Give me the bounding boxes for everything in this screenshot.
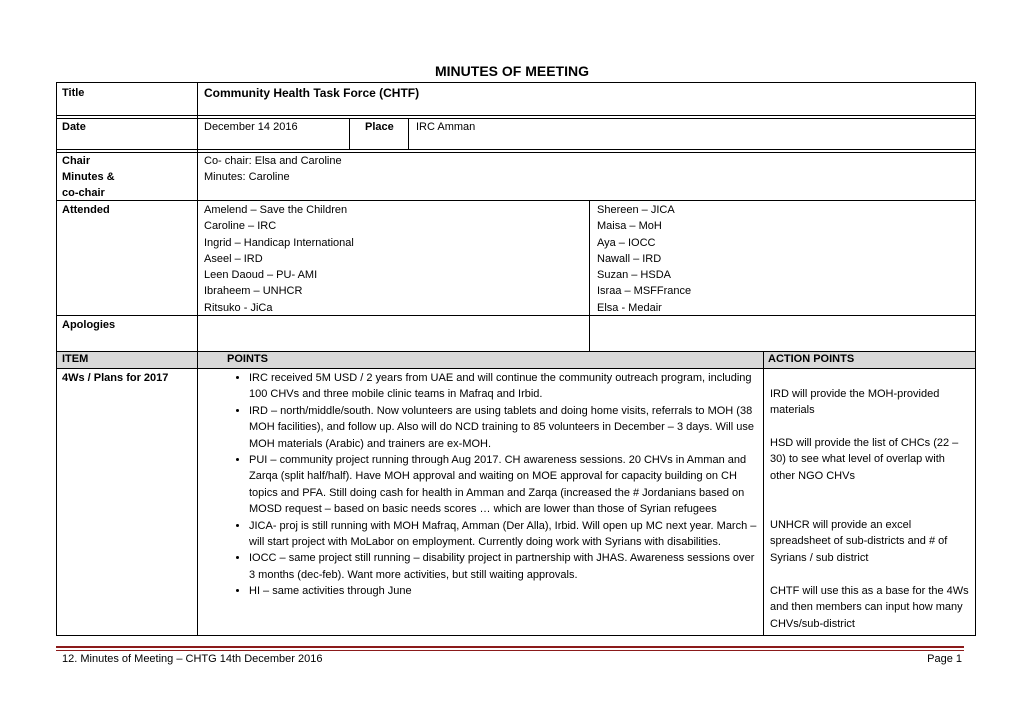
list-item: • IRC received 5M USD / 2 years from UAE and will continue the community outreach program, including 100 CHVs and three mobile clinic teams in Mafraq and Irbid. <box>249 370 759 403</box>
footer-rule <box>56 650 964 651</box>
action-point: HSD will provide the list of CHCs (22 – 30) to see what level of overlap with other NGO CHVs <box>770 437 959 482</box>
meeting-title: Community Health Task Force (CHTF) <box>204 86 420 100</box>
action-point: UNHCR will provide an excel spreadsheet of sub-districts and # of Syrians / sub district <box>770 519 948 564</box>
col-divider <box>349 118 350 149</box>
attendee: Israa – MSFFrance <box>597 285 692 297</box>
col-divider <box>197 82 198 636</box>
footer-document-title: 12. Minutes of Meeting – CHTG 14th December 2016 <box>62 653 323 665</box>
attendee: Elsa - Medair <box>597 302 662 314</box>
attendee: Suzan – HSDA <box>597 269 671 281</box>
row-divider <box>56 118 976 119</box>
cochair-value: Co- chair: Elsa and Caroline <box>204 155 342 167</box>
attendee: Ritsuko - JiCa <box>204 302 273 314</box>
attendee: Shereen – JICA <box>597 204 675 216</box>
col-divider <box>763 351 764 636</box>
cochair-label: co-chair <box>62 187 105 199</box>
row-divider <box>56 351 976 352</box>
place-label: Place <box>365 121 394 133</box>
col-divider <box>408 118 409 149</box>
list-item: • IRD – north/middle/south. Now volunteers are using tablets and doing home visits, referrals to MOH (38 MOH facilities), and follow up. Also will do NCD training to 85 volunteers in December – 3 days. Will use MOH materials (Arabic) and trainers are ex-MOH. <box>249 403 759 452</box>
attendee: Ingrid – Handicap International <box>204 237 354 249</box>
minutes-value: Minutes: Caroline <box>204 171 290 183</box>
chair-label: Chair <box>62 155 91 167</box>
attendee: Ibraheem – UNHCR <box>204 285 303 297</box>
action-point: CHTF will use this as a base for the 4Ws and then members can input how many CHVs/sub-district <box>770 585 969 630</box>
footer-rule <box>56 646 964 648</box>
row-divider <box>56 315 976 316</box>
attendee: Aseel – IRD <box>204 253 263 265</box>
apologies-label: Apologies <box>62 319 116 331</box>
row-divider <box>56 152 976 153</box>
list-item: • JICA- proj is still running with MOH Mafraq, Amman (Der Alla), Irbid. Will open up MC next year. March – will start project with MoLabor on employment. Currently doing work with Syrians with disabilities. <box>249 518 759 551</box>
row-divider <box>56 368 976 369</box>
page-number: Page 1 <box>927 653 962 665</box>
row-divider <box>56 115 976 116</box>
list-item: • IOCC – same project still running – disability project in partnership with JHAS. Awareness sessions over 3 months (dec-feb). Want more activities, but still waiting approvals. <box>249 550 759 583</box>
action-point: IRD will provide the MOH-provided materials <box>770 388 940 417</box>
list-item: • PUI – community project running through Aug 2017. CH awareness sessions. 20 CHVs in Amman and Zarqa (split half/half). Have MOH approval and waiting on MOE approval for capacity building on CH topics and PFA. Still doing cash for health in Amman and Zarqa (increased the # Jordanians based on MOSD request – based on basic needs scores … which are lower than those of Syrian refugees <box>249 452 759 518</box>
date-label: Date <box>62 121 86 133</box>
attendee: Leen Daoud – PU- AMI <box>204 269 318 281</box>
minutes-label: Minutes & <box>62 171 115 183</box>
list-item: • HI – same activities through June <box>249 583 759 599</box>
item-label: 4Ws / Plans for 2017 <box>62 372 169 384</box>
action-column-header: ACTION POINTS <box>768 353 855 365</box>
place-value: IRC Amman <box>416 121 476 133</box>
attendee: Aya – IOCC <box>597 237 656 249</box>
points-list <box>227 370 759 600</box>
col-divider <box>589 200 590 351</box>
item-column-header: ITEM <box>62 353 89 365</box>
title-label: Title <box>62 87 85 99</box>
attendee: Maisa – MoH <box>597 220 662 232</box>
date-value: December 14 2016 <box>204 121 298 133</box>
page-title: MINUTES OF MEETING <box>435 63 589 79</box>
attendee: Amelend – Save the Children <box>204 204 348 216</box>
row-divider <box>56 200 976 201</box>
attended-label: Attended <box>62 204 110 216</box>
attendee: Nawall – IRD <box>597 253 662 265</box>
points-column-header: POINTS <box>227 353 268 365</box>
attendee: Caroline – IRC <box>204 220 277 232</box>
row-divider <box>56 149 976 150</box>
